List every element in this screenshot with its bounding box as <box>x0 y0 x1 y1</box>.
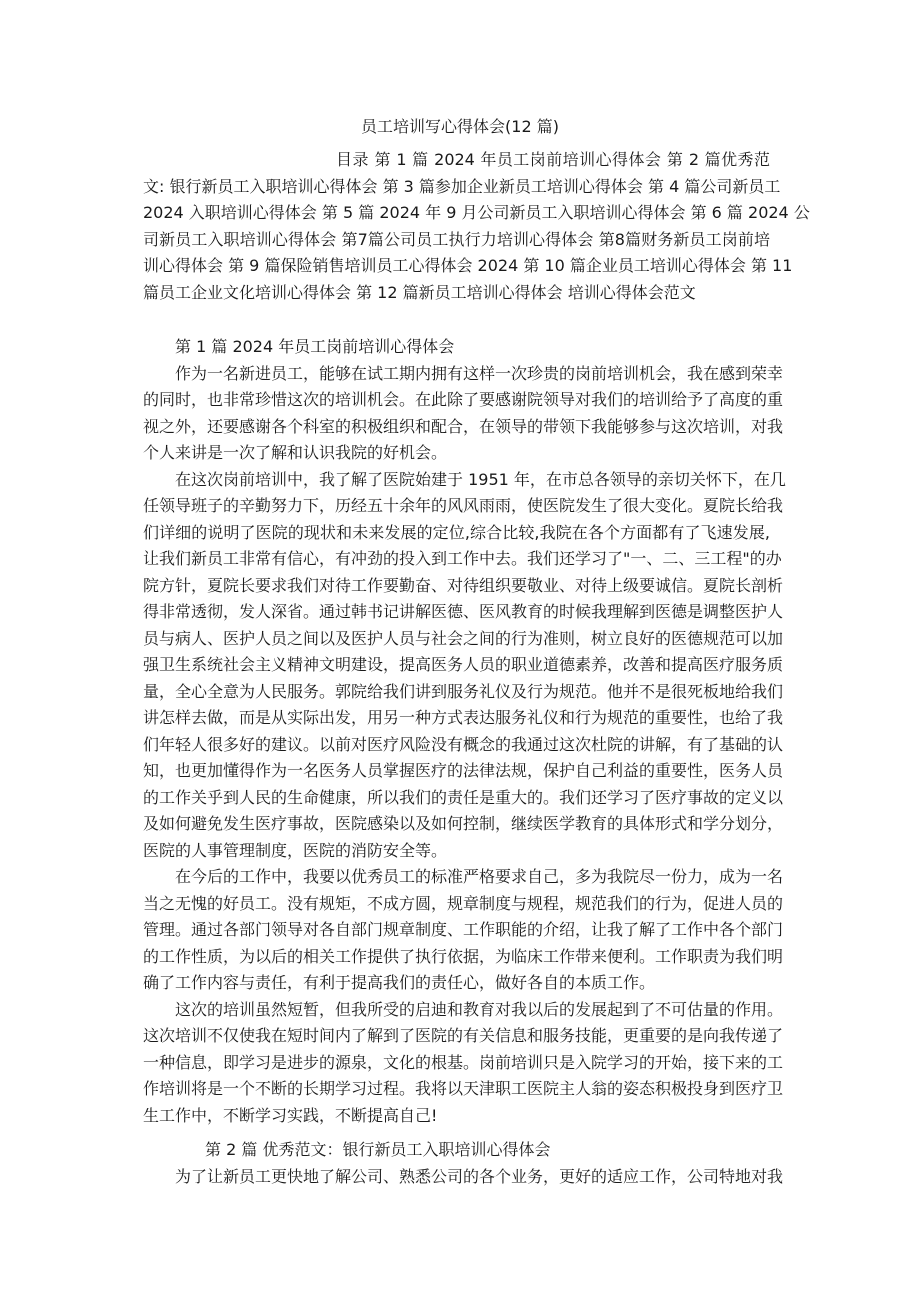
paragraph-line: 在今后的工作中，我要以优秀员工的标准严格要求自己，多为我院尽一份力，成为一名 <box>175 867 784 886</box>
paragraph-line: 强卫生系统社会主义精神文明建设，提高医务人员的职业道德素养，改善和提高医疗服务质 <box>143 655 784 674</box>
paragraph-line: 得非常透彻，发人深省。通过韩书记讲解医德、医风教育的时候我理解到医德是调整医护人 <box>143 602 784 621</box>
section-1 <box>143 334 786 1129</box>
paragraph <box>143 1164 784 1191</box>
toc-line: 司新员工入职培训心得体会 第7篇公司员工执行力培训心得体会 第8篇财务新员工岗前培 <box>143 229 770 249</box>
paragraph-line: 个人来讲是一次了解和认识我院的好机会。 <box>143 443 448 462</box>
paragraph-line: 一种信息，即学习是进步的源泉，文化的根基。岗前培训只是入院学习的开始，接下来的工 <box>143 1052 784 1072</box>
section-heading: 第 1 篇 2024 年员工岗前培训心得体会 <box>175 337 455 356</box>
paragraph-line: 作培训将是一个不断的长期学习过程。我将以天津职工医院主人翁的姿态积极投身到医疗卫 <box>143 1079 784 1098</box>
paragraph-line: 生工作中，不断学习实践，不断提高自己! <box>143 1105 438 1125</box>
paragraph-line: 们年轻人很多好的建议。以前对医疗风险没有概念的我通过这次杜院的讲解，有了基础的认 <box>143 734 784 754</box>
toc-line: 目录 第 1 篇 2024 年员工岗前培训心得体会 第 2 篇优秀范 <box>336 150 770 169</box>
paragraph-line: 们详细的说明了医院的现状和未来发展的定位,综合比较,我院在各个方面都有了飞速发展, <box>143 522 770 542</box>
toc-line: 文: 银行新员工入职培训心得体会 第 3 篇参加企业新员工培训心得体会 第 4 篇公司新员工 <box>143 176 781 196</box>
section-heading: 第 2 篇 优秀范文：银行新员工入职培训心得体会 <box>205 1140 551 1159</box>
paragraph-line: 的工作关乎到人民的生命健康，所以我们的责任是重大的。我们还学习了医疗事故的定义以 <box>143 787 784 807</box>
paragraph <box>143 361 784 467</box>
paragraph-line: 为了让新员工更快地了解公司、熟悉公司的各个业务，更好的适应工作，公司特地对我 <box>175 1166 784 1186</box>
paragraph-line: 管理。通过各部门领导对各自部门规章制度、工作职能的介绍，让我了解了工作中各个部门 <box>143 920 784 939</box>
paragraph <box>143 864 784 997</box>
document-title: 员工培训写心得体会(12 篇) <box>361 117 559 136</box>
paragraph-line: 这次的培训虽然短暂，但我所受的启迪和教育对我以后的发展起到了不可估量的作用。 <box>175 999 784 1019</box>
paragraph-line: 量，全心全意为人民服务。郭院给我们讲到服务礼仪及行为规范。他并不是很死板地给我们 <box>143 681 784 701</box>
paragraph <box>143 467 786 865</box>
toc-line: 2024 入职培训心得体会 第 5 篇 2024 年 9 月公司新员工入职培训心得体会 第 6 篇 2024 公 <box>143 203 810 222</box>
toc-line: 篇员工企业文化培训心得体会 第 12 篇新员工培训心得体会 培训心得体会范文 <box>143 282 696 302</box>
paragraph-line: 这次培训不仅使我在短时间内了解到了医院的有关信息和服务技能，更重要的是向我传递了 <box>143 1026 784 1045</box>
paragraph-line: 的工作性质，为以后的相关工作提供了执行依据，为临床工作带来便利。工作职责为我们明 <box>143 946 784 966</box>
paragraph-line: 医院的人事管理制度，医院的消防安全等。 <box>143 840 448 860</box>
paragraph <box>143 997 784 1130</box>
paragraph-line: 当之无愧的好员工。没有规矩，不成方圆，规章制度与规程，规范我们的行为，促进人员的 <box>143 893 784 913</box>
paragraph-line: 及如何避免发生医疗事故，医院感染以及如何控制，继续医学教育的具体形式和学分划分， <box>143 814 784 833</box>
paragraph-line: 知，也更加懂得作为一名医务人员掌握医疗的法律法规，保护自己利益的重要性，医务人员 <box>143 761 784 780</box>
paragraph-line: 作为一名新进员工，能够在试工期内拥有这样一次珍贵的岗前培训机会，我在感到荣幸 <box>175 363 784 383</box>
paragraph-line: 的同时，也非常珍惜这次的培训机会。在此除了要感谢院领导对我们的培训给予了高度的重 <box>143 390 784 409</box>
paragraph-line: 让我们新员工非常有信心，有冲劲的投入到工作中去。我们还学习了"一、二、三工程"的办 <box>143 549 782 568</box>
table-of-contents <box>143 147 810 306</box>
paragraph-line: 在这次岗前培训中，我了解了医院始建于 1951 年，在市总各领导的亲切关怀下，在几 <box>175 469 786 489</box>
section-2 <box>143 1137 784 1190</box>
paragraph-line: 院方针，夏院长要求我们对待工作要勤奋、对待组织要敬业、对待上级要诚信。夏院长剖析 <box>143 575 784 595</box>
paragraph-line: 确了工作内容与责任，有利于提高我们的责任心，做好各自的本质工作。 <box>143 973 656 992</box>
toc-line: 训心得体会 第 9 篇保险销售培训员工心得体会 2024 第 10 篇企业员工培训心得体会 第 11 <box>143 256 793 275</box>
paragraph-line: 任领导班子的辛勤努力下，历经五十余年的风风雨雨，使医院发生了很大变化。夏院长给我 <box>143 496 784 515</box>
paragraph-line: 讲怎样去做，而是从实际出发，用另一种方式表达服务礼仪和行为规范的重要性，也给了我 <box>143 708 784 727</box>
paragraph-line: 员与病人、医护人员之间以及医护人员与社会之间的行为准则，树立良好的医德规范可以加 <box>143 628 784 648</box>
paragraph-line: 视之外，还要感谢各个科室的积极组织和配合，在领导的带领下我能够参与这次培训，对我 <box>143 416 784 436</box>
